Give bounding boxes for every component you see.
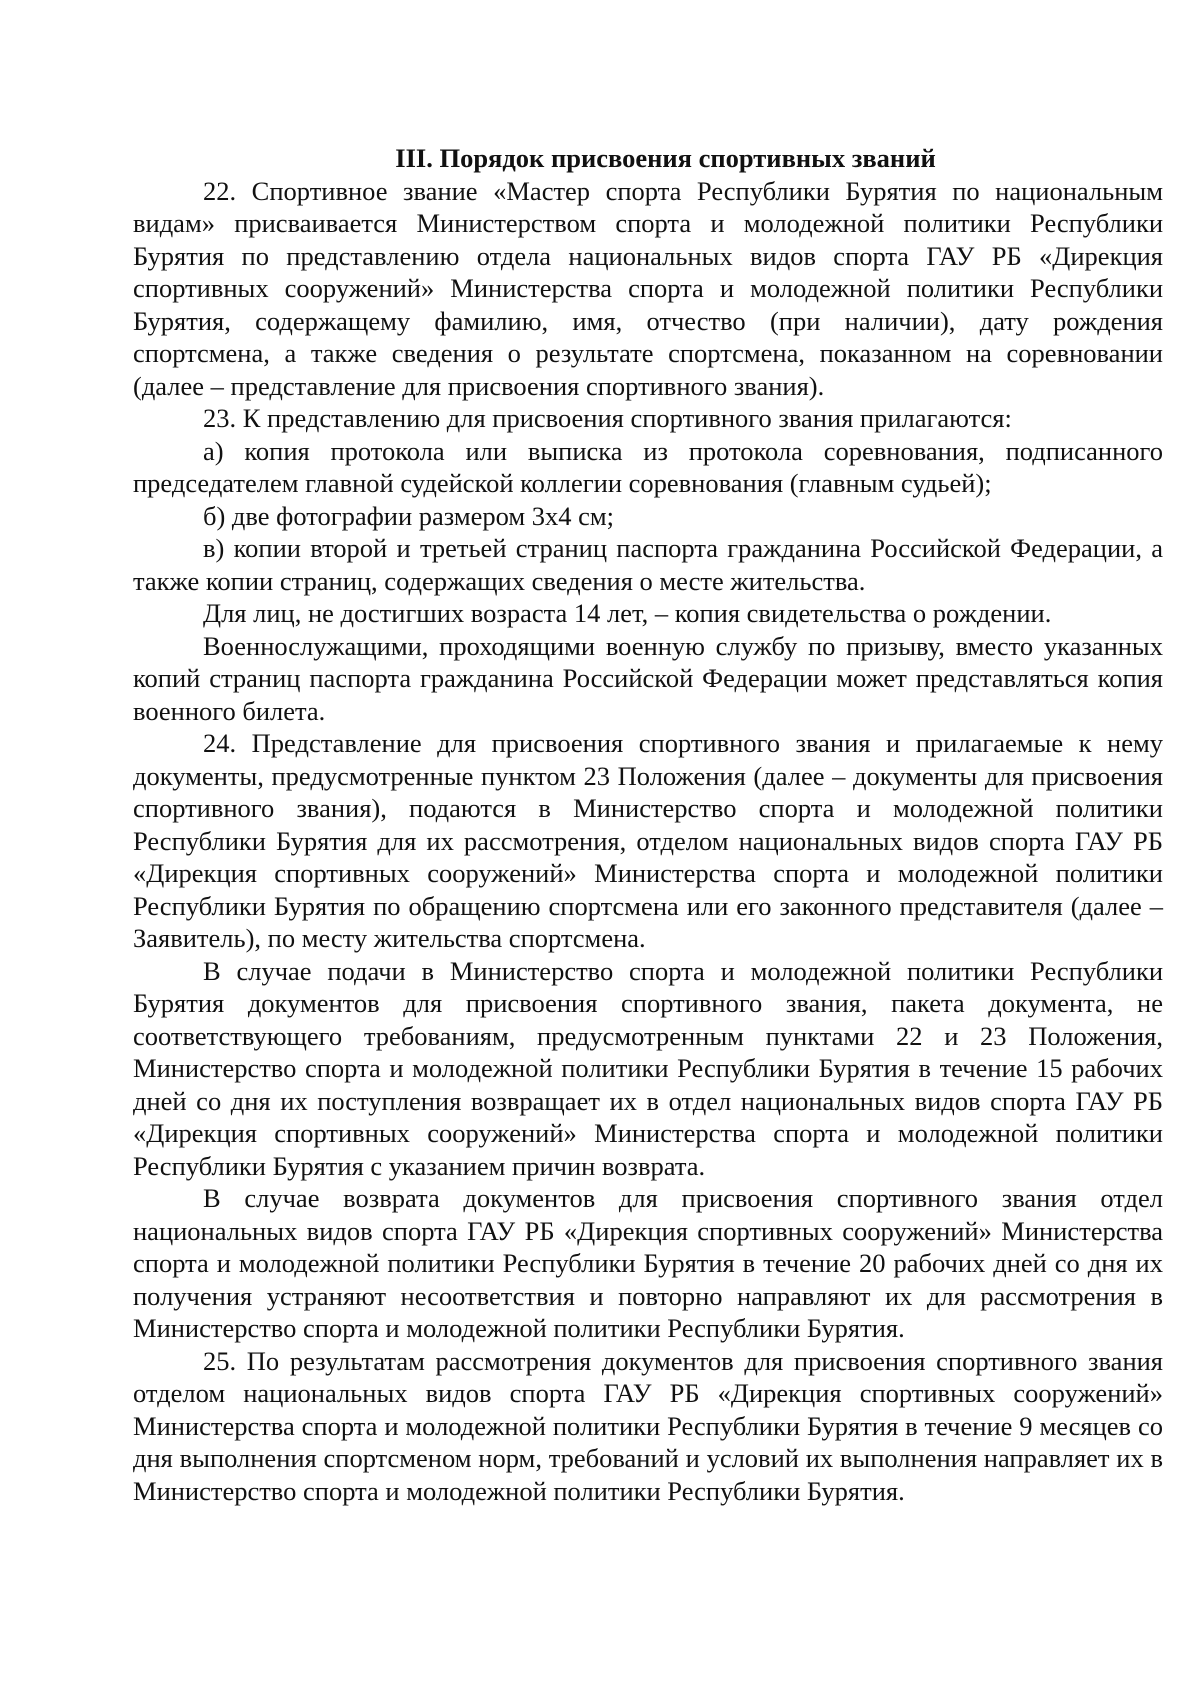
paragraph-23-a: а) копия протокола или выписка из протокола соревнования, подписанного председателем главной судейской коллегии соревнования (главным судьей); xyxy=(133,435,1163,498)
paragraph-25: 25. По результатам рассмотрения документов для присвоения спортивного звания отделом национальных видов спорта ГАУ РБ «Дирекция спортивных сооружений» Министерства спорта и молодежной политики Республики Бурятия в течение 9 месяцев со дня выполнения спортсменом норм, требований и условий их выполнения направляет их в Министерство спорта и молодежной политики Республики Бурятия. xyxy=(133,1345,1163,1506)
paragraph-return-conditions: В случае подачи в Министерство спорта и молодежной политики Республики Бурятия документов для присвоения спортивного звания, пакета документа, не соответствующего требованиям, предусмотренным пунктами 22 и 23 Положения, Министерство спорта и молодежной политики Республики Бурятия в течение 15 рабочих дней со дня их поступления возвращает их в отдел национальных видов спорта ГАУ РБ «Дирекция спортивных сооружений» Министерства спорта и молодежной политики Республики Бурятия с указанием причин возврата. xyxy=(133,955,1163,1181)
paragraph-24: 24. Представление для присвоения спортивного звания и прилагаемые к нему документы, предусмотренные пунктом 23 Положения (далее – документы для присвоения спортивного звания), подаются в Министерство спорта и молодежной политики Республики Бурятия для их рассмотрения, отделом национальных видов спорта ГАУ РБ «Дирекция спортивных сооружений» Министерства спорта и молодежной политики Республики Бурятия по обращению спортсмена или его законного представителя (далее – Заявитель), по месту жительства спортсмена. xyxy=(133,728,1163,953)
paragraph-return-handling: В случае возврата документов для присвоения спортивного звания отдел национальных видов спорта ГАУ РБ «Дирекция спортивных сооружений» Министерства спорта и молодежной политики Республики Бурятия в течение 20 рабочих дней со дня их получения устраняют несоответствия и повторно направляют их для рассмотрения в Министерство спорта и молодежной политики Республики Бурятия. xyxy=(133,1183,1163,1343)
paragraph-military: Военнослужащими, проходящими военную службу по призыву, вместо указанных копий страниц паспорта гражданина Российской Федерации может представляться копия военного билета. xyxy=(133,630,1163,726)
paragraph-23: 23. К представлению для присвоения спортивного звания прилагаются: xyxy=(203,403,1012,433)
paragraph-23-v: в) копии второй и третьей страниц паспорта гражданина Российской Федерации, а также копии страниц, содержащих сведения о месте жительства. xyxy=(133,533,1163,596)
paragraph-minors: Для лиц, не достигших возраста 14 лет, – копия свидетельства о рождении. xyxy=(203,598,1052,628)
paragraph-23-b: б) две фотографии размером 3x4 см; xyxy=(203,500,615,531)
document-body xyxy=(133,142,1163,1507)
section-heading: III. Порядок присвоения спортивных званий xyxy=(395,143,936,173)
paragraph-22: 22. Спортивное звание «Мастер спорта Республики Бурятия по национальным видам» присваивается Министерством спорта и молодежной политики Республики Бурятия по представлению отдела национальных видов спорта ГАУ РБ «Дирекция спортивных сооружений» Министерства спорта и молодежной политики Республики Бурятия, содержащему фамилию, имя, отчество (при наличии), дату рождения спортсмена, а также сведения о результате спортсмена, показанном на соревновании (далее – представление для присвоения спортивного звания). xyxy=(133,175,1163,401)
